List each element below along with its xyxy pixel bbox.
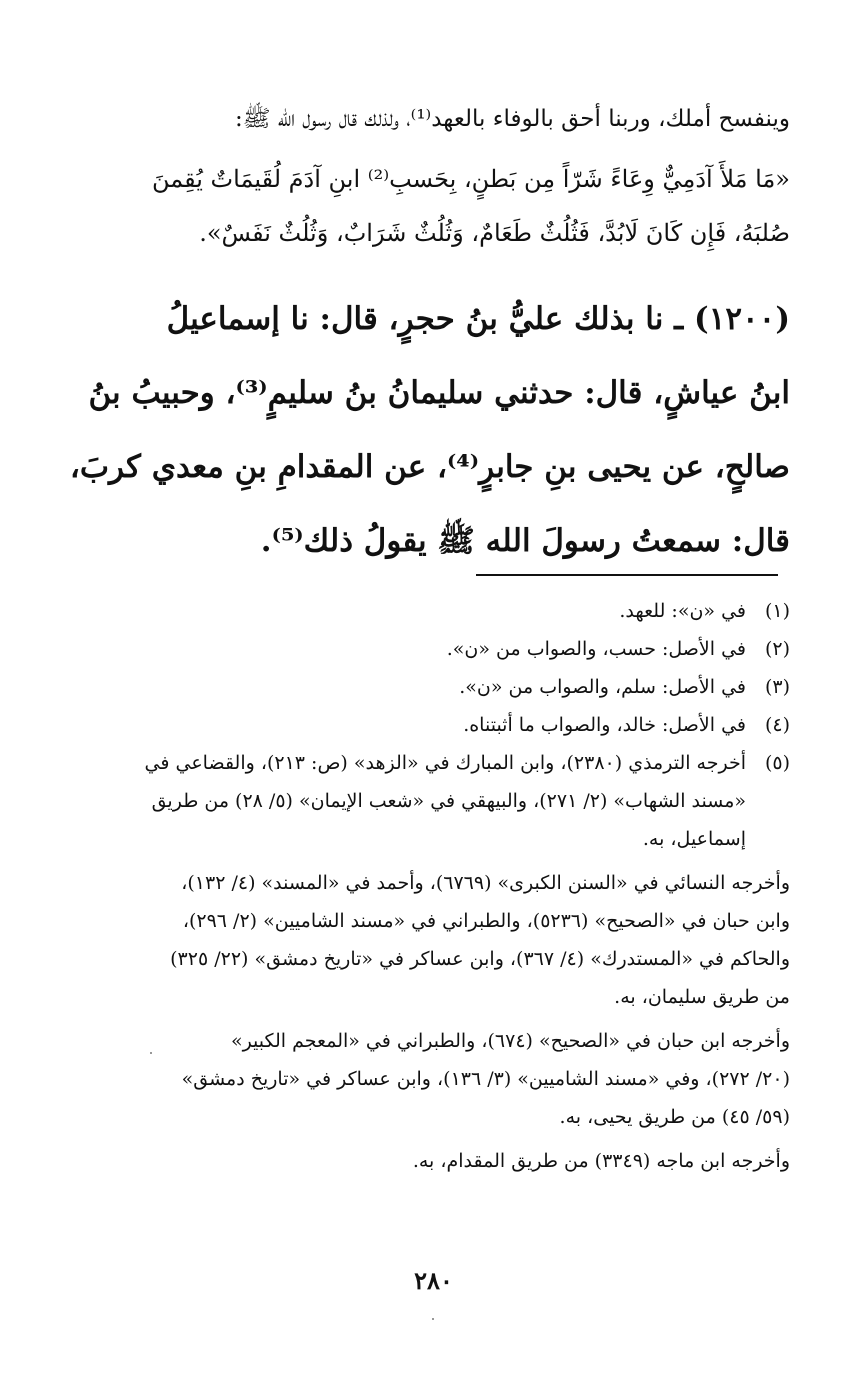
footnote-number: (٣) xyxy=(764,676,790,698)
hadith-line: صُلبَهُ، فَإِن كَانَ لَابُدَّ، فَثُلُثٌ طَعَامٌ، وَثُلُثٌ شَرَابٌ، وَثُلُثٌ نَفَسٌ». xyxy=(199,219,790,247)
page-number: ٢٨٠ xyxy=(414,1266,453,1295)
isnad-line: ابنُ عياشٍ، قال: حدثني سليمانُ بنُ سليمٍ⁽³⁾، وحبيبُ بنُ xyxy=(88,375,790,411)
footnote-line: والحاكم في «المستدرك» (٤/ ٣٦٧)، وابن عساكر في «تاريخ دمشق» (٢٢/ ٣٢٥) xyxy=(170,948,790,970)
footnote-2 xyxy=(70,630,790,668)
footnote-line: «مسند الشهاب» (٢/ ٢٧١)، والبيهقي في «شعب الإيمان» (٥/ ٢٨) من طريق xyxy=(151,790,746,812)
footnote-line: وأخرجه ابن ماجه (٣٣٤٩) من طريق المقدام، به. xyxy=(412,1150,790,1172)
footnote-line: (٥٩/ ٤٥) من طريق يحيى، به. xyxy=(559,1106,790,1128)
footnote-number: (١) xyxy=(764,600,790,622)
footnote-line: وابن حبان في «الصحيح» (٥٢٣٦)، والطبراني في «مسند الشاميين» (٢/ ٢٩٦)، xyxy=(182,910,790,932)
footnote-paragraph xyxy=(70,1022,790,1136)
footnote-line: إسماعيل، به. xyxy=(642,828,746,850)
footnote-3 xyxy=(70,668,790,706)
footnote-text xyxy=(70,744,746,858)
intro-line: وينفسح أملك، وربنا أحق بالوفاء بالعهد⁽¹⁾، ولذلك قال رسول الله ﷺ: xyxy=(234,106,790,132)
footnote-line: (٢٠/ ٢٧٢)، وفي «مسند الشاميين» (٣/ ١٣٦)، وابن عساكر في «تاريخ دمشق» xyxy=(181,1068,790,1090)
footnote-separator xyxy=(476,574,778,576)
footnote-line: وأخرجه النسائي في «السنن الكبرى» (٦٧٦٩)، وأحمد في «المسند» (٤/ ١٣٢)، xyxy=(181,872,790,894)
footnote-number: (٥) xyxy=(764,752,790,774)
footnote-text: في الأصل: سلم، والصواب من «ن». xyxy=(459,676,746,698)
footnote-paragraph xyxy=(70,1142,790,1180)
footnote-1 xyxy=(70,592,790,630)
footnote-text: في الأصل: خالد، والصواب ما أثبتناه. xyxy=(463,714,746,736)
footnote-line: وأخرجه ابن حبان في «الصحيح» (٦٧٤)، والطبراني في «المعجم الكبير» xyxy=(230,1030,790,1052)
scan-speck xyxy=(150,1052,152,1054)
footnote-number: (٢) xyxy=(764,638,790,660)
footnote-paragraph xyxy=(70,864,790,1016)
hadith-line: «مَا مَلأَ آدَمِيٌّ وِعَاءً شَرّاً مِن بَطنٍ، بِحَسبِ⁽²⁾ ابنِ آدَمَ لُقَيمَاتٌ يُقِمنَ xyxy=(151,165,790,193)
isnad-paragraph xyxy=(70,282,790,578)
footnote-text: في «ن»: للعهد. xyxy=(619,600,746,622)
footnote-5 xyxy=(70,744,790,858)
footnote-number: (٤) xyxy=(764,714,790,736)
footnote-text: في الأصل: حسب، والصواب من «ن». xyxy=(446,638,746,660)
footnote-4 xyxy=(70,706,790,744)
isnad-line: (١٢٠٠) ـ نا بذلك عليُّ بنُ حجرٍ، قال: نا إسماعيلُ xyxy=(166,301,790,337)
isnad-line: صالحٍ، عن يحيى بنِ جابرٍ⁽⁴⁾، عن المقدامِ بنِ معدي كربَ، xyxy=(70,449,790,485)
isnad-line: قال: سمعتُ رسولَ الله ﷺ يقولُ ذلك⁽⁵⁾. xyxy=(260,523,790,559)
hadith-text xyxy=(70,152,790,260)
footnote-line: أخرجه الترمذي (٢٣٨٠)، وابن المبارك في «الزهد» (ص: ٢١٣)، والقضاعي في xyxy=(144,752,746,774)
footnotes xyxy=(70,592,790,1180)
scan-speck xyxy=(432,1318,434,1320)
intro-paragraph xyxy=(70,96,790,142)
footnote-line: من طريق سليمان، به. xyxy=(614,986,790,1008)
